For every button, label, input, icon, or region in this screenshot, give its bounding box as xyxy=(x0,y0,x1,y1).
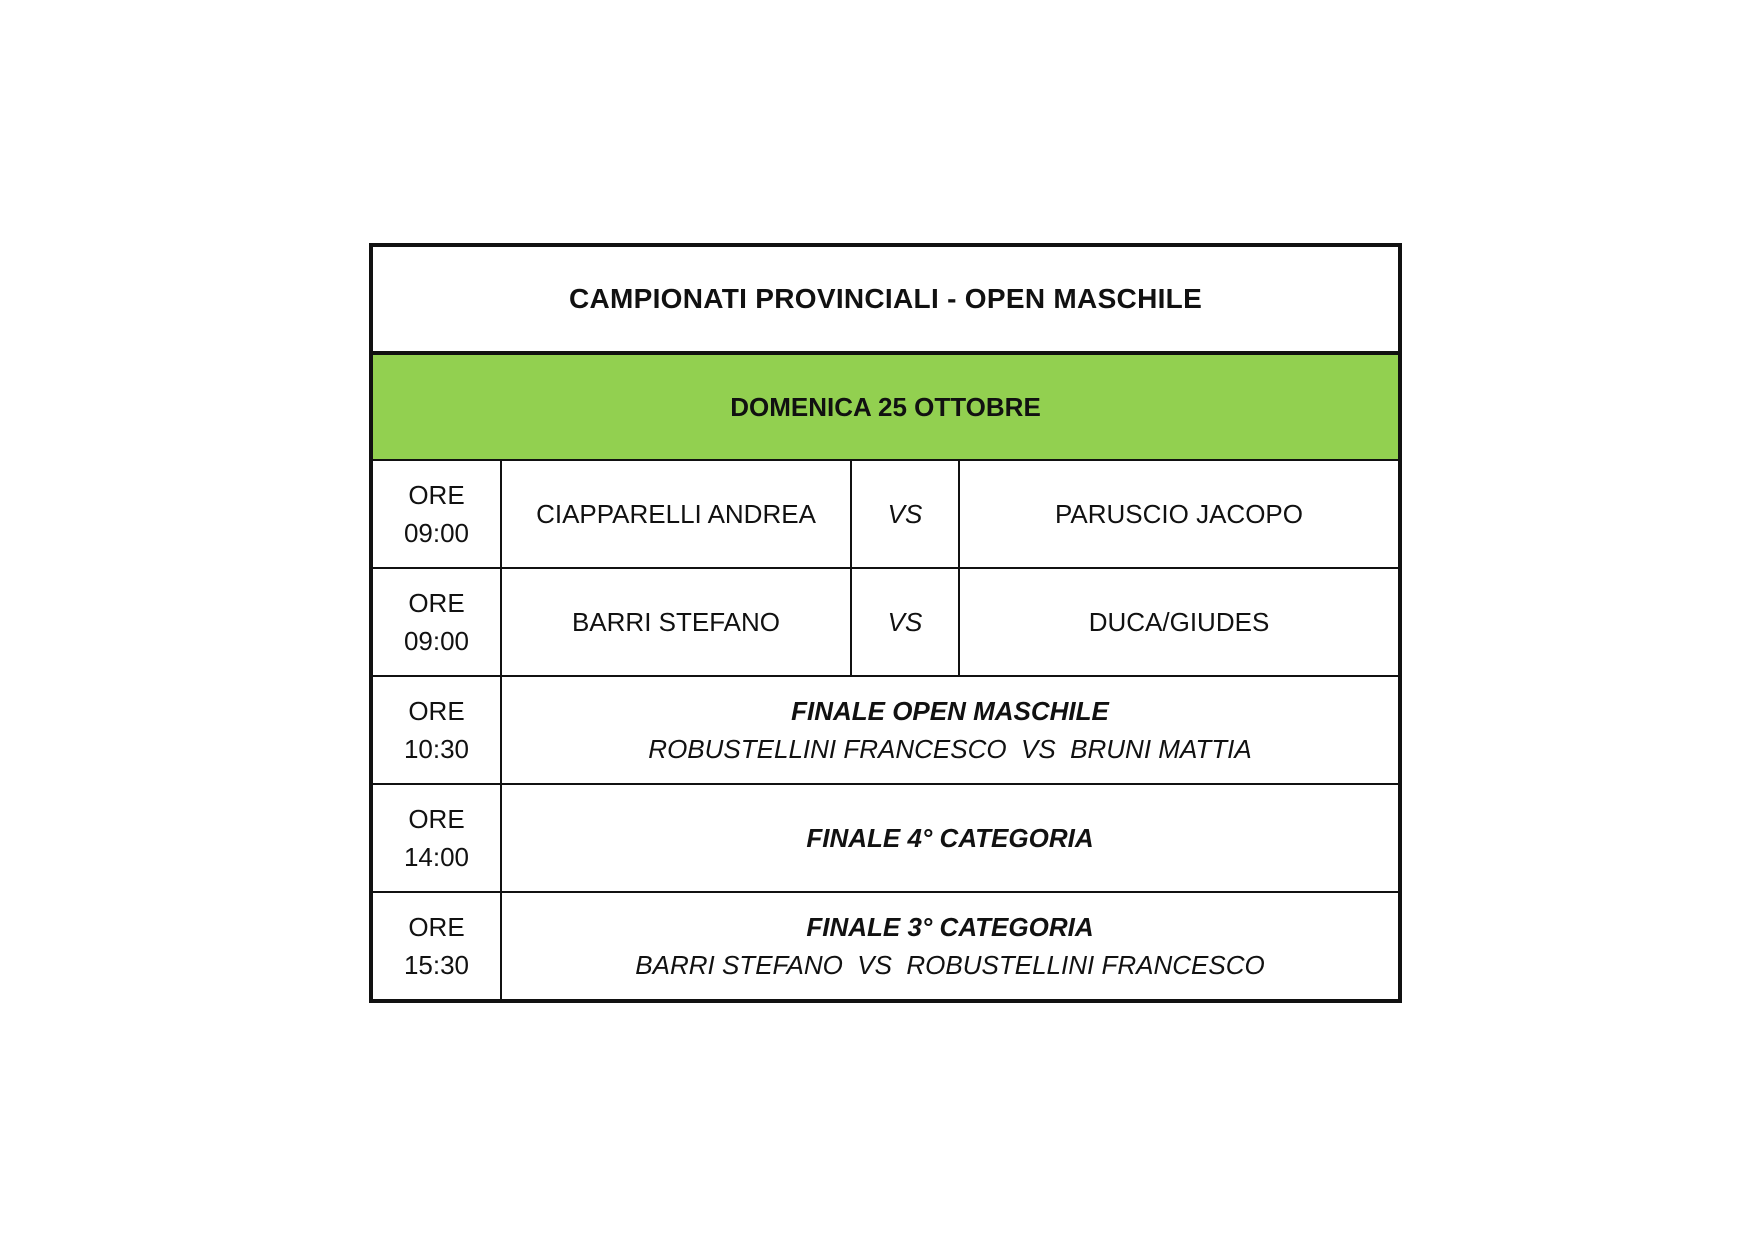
time-ore-label: ORE xyxy=(408,588,465,618)
time-cell xyxy=(371,892,501,1001)
player-one: CIAPPARELLI ANDREA xyxy=(501,460,851,568)
final-matchup: ROBUSTELLINI FRANCESCO VS BRUNI MATTIA xyxy=(648,734,1252,764)
time-value: 14:00 xyxy=(403,842,470,872)
final-row xyxy=(371,892,1400,1001)
table-title: CAMPIONATI PROVINCIALI - OPEN MASCHILE xyxy=(371,245,1400,353)
final-row xyxy=(371,784,1400,892)
final-cell xyxy=(501,892,1400,1001)
final-title: FINALE 4° CATEGORIA xyxy=(806,823,1094,853)
final-cell xyxy=(501,676,1400,784)
time-cell xyxy=(371,460,501,568)
time-cell xyxy=(371,568,501,676)
time-ore-label: ORE xyxy=(408,480,465,510)
final-title: FINALE 3° CATEGORIA xyxy=(806,912,1094,942)
time-cell xyxy=(371,784,501,892)
match-row xyxy=(371,568,1400,676)
time-value: 10:30 xyxy=(403,734,470,764)
date-header: DOMENICA 25 OTTOBRE xyxy=(371,353,1400,460)
vs-label: VS xyxy=(851,460,959,568)
time-ore-label: ORE xyxy=(408,912,465,942)
final-matchup: BARRI STEFANO VS ROBUSTELLINI FRANCESCO xyxy=(635,950,1265,980)
time-cell xyxy=(371,676,501,784)
time-value: 09:00 xyxy=(403,518,470,548)
schedule-table xyxy=(369,243,1402,1003)
player-two: DUCA/GIUDES xyxy=(959,568,1400,676)
time-ore-label: ORE xyxy=(408,804,465,834)
final-row xyxy=(371,676,1400,784)
time-value: 09:00 xyxy=(403,626,470,656)
time-ore-label: ORE xyxy=(408,696,465,726)
match-row xyxy=(371,460,1400,568)
final-title: FINALE OPEN MASCHILE xyxy=(791,696,1109,726)
final-cell xyxy=(501,784,1400,892)
player-two: PARUSCIO JACOPO xyxy=(959,460,1400,568)
player-one: BARRI STEFANO xyxy=(501,568,851,676)
time-value: 15:30 xyxy=(403,950,470,980)
vs-label: VS xyxy=(851,568,959,676)
